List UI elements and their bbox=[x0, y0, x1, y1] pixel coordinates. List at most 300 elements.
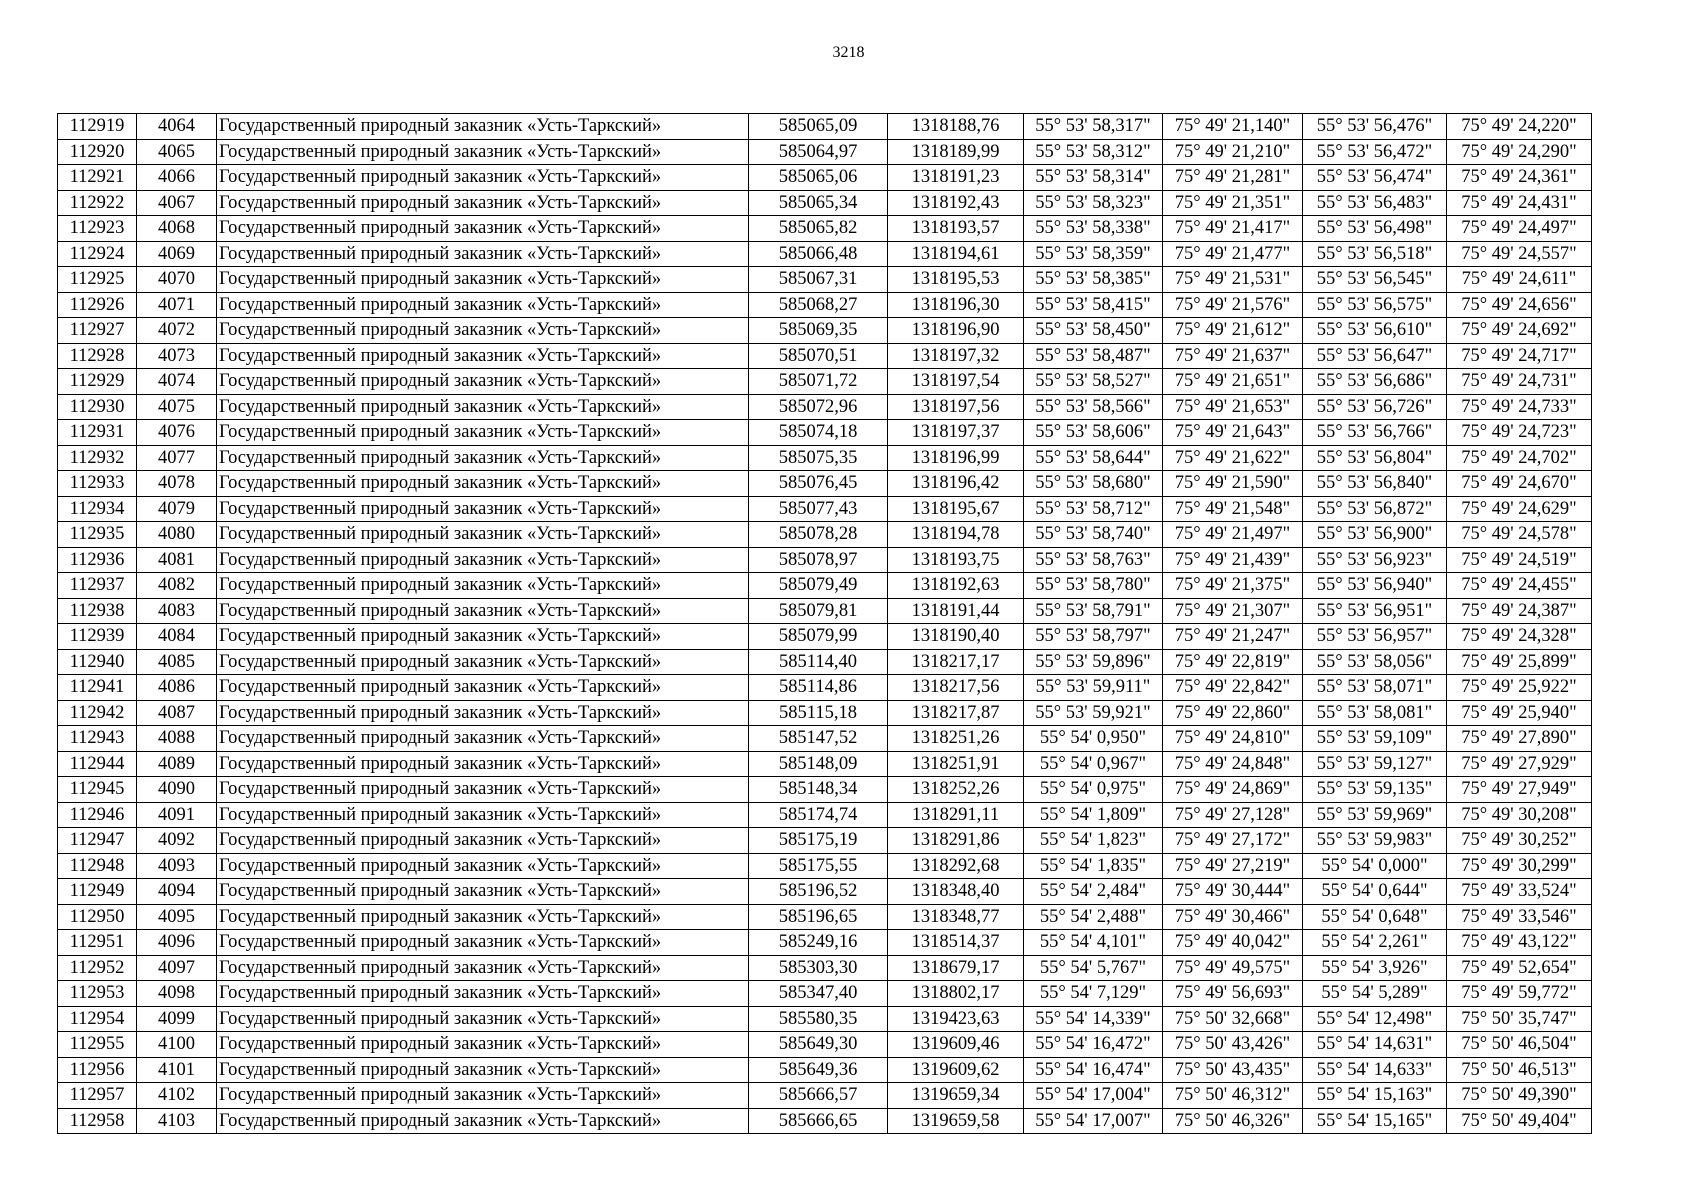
row-id-cell: 112955 bbox=[58, 1032, 137, 1058]
longitude-cell: 75° 49' 21,576" bbox=[1163, 292, 1303, 318]
longitude-2-cell: 75° 49' 24,629" bbox=[1447, 496, 1592, 522]
latitude-cell: 55° 53' 58,323" bbox=[1024, 190, 1163, 216]
table-row bbox=[58, 216, 1592, 242]
point-number-cell: 4076 bbox=[137, 420, 217, 446]
latitude-2-cell: 55° 53' 56,940" bbox=[1303, 573, 1447, 599]
longitude-2-cell: 75° 49' 24,328" bbox=[1447, 624, 1592, 650]
longitude-cell: 75° 49' 24,869" bbox=[1163, 777, 1303, 803]
latitude-cell: 55° 53' 58,606" bbox=[1024, 420, 1163, 446]
latitude-cell: 55° 53' 58,487" bbox=[1024, 343, 1163, 369]
longitude-2-cell: 75° 49' 24,692" bbox=[1447, 318, 1592, 344]
x-coordinate-cell: 585175,55 bbox=[749, 853, 888, 879]
longitude-2-cell: 75° 49' 33,546" bbox=[1447, 904, 1592, 930]
longitude-2-cell: 75° 49' 52,654" bbox=[1447, 955, 1592, 981]
longitude-2-cell: 75° 49' 43,122" bbox=[1447, 930, 1592, 956]
object-name-cell: Государственный природный заказник «Усть-Таркский» bbox=[217, 369, 749, 395]
latitude-2-cell: 55° 54' 14,631" bbox=[1303, 1032, 1447, 1058]
longitude-2-cell: 75° 49' 24,733" bbox=[1447, 394, 1592, 420]
row-id-cell: 112921 bbox=[58, 165, 137, 191]
point-number-cell: 4098 bbox=[137, 981, 217, 1007]
longitude-2-cell: 75° 49' 24,387" bbox=[1447, 598, 1592, 624]
point-number-cell: 4084 bbox=[137, 624, 217, 650]
x-coordinate-cell: 585076,45 bbox=[749, 471, 888, 497]
longitude-cell: 75° 49' 56,693" bbox=[1163, 981, 1303, 1007]
row-id-cell: 112943 bbox=[58, 726, 137, 752]
latitude-cell: 55° 53' 58,740" bbox=[1024, 522, 1163, 548]
latitude-cell: 55° 54' 1,823" bbox=[1024, 828, 1163, 854]
latitude-cell: 55° 53' 58,712" bbox=[1024, 496, 1163, 522]
longitude-2-cell: 75° 49' 24,578" bbox=[1447, 522, 1592, 548]
object-name-cell: Государственный природный заказник «Усть-Таркский» bbox=[217, 522, 749, 548]
row-id-cell: 112957 bbox=[58, 1083, 137, 1109]
point-number-cell: 4087 bbox=[137, 700, 217, 726]
point-number-cell: 4082 bbox=[137, 573, 217, 599]
table-row bbox=[58, 879, 1592, 905]
table-row bbox=[58, 139, 1592, 165]
table-row bbox=[58, 649, 1592, 675]
latitude-2-cell: 55° 54' 14,633" bbox=[1303, 1057, 1447, 1083]
latitude-2-cell: 55° 53' 56,900" bbox=[1303, 522, 1447, 548]
latitude-cell: 55° 54' 14,339" bbox=[1024, 1006, 1163, 1032]
point-number-cell: 4101 bbox=[137, 1057, 217, 1083]
table-row bbox=[58, 496, 1592, 522]
point-number-cell: 4064 bbox=[137, 114, 217, 140]
latitude-cell: 55° 54' 17,004" bbox=[1024, 1083, 1163, 1109]
table-row bbox=[58, 955, 1592, 981]
longitude-2-cell: 75° 49' 27,890" bbox=[1447, 726, 1592, 752]
row-id-cell: 112953 bbox=[58, 981, 137, 1007]
latitude-cell: 55° 54' 2,484" bbox=[1024, 879, 1163, 905]
x-coordinate-cell: 585064,97 bbox=[749, 139, 888, 165]
table-row bbox=[58, 165, 1592, 191]
point-number-cell: 4088 bbox=[137, 726, 217, 752]
longitude-2-cell: 75° 49' 30,299" bbox=[1447, 853, 1592, 879]
table-row bbox=[58, 343, 1592, 369]
row-id-cell: 112929 bbox=[58, 369, 137, 395]
longitude-2-cell: 75° 50' 46,504" bbox=[1447, 1032, 1592, 1058]
page-number: 3218 bbox=[832, 44, 865, 61]
object-name-cell: Государственный природный заказник «Усть-Таркский» bbox=[217, 777, 749, 803]
point-number-cell: 4096 bbox=[137, 930, 217, 956]
row-id-cell: 112935 bbox=[58, 522, 137, 548]
y-coordinate-cell: 1318195,53 bbox=[888, 267, 1024, 293]
latitude-cell: 55° 53' 58,450" bbox=[1024, 318, 1163, 344]
latitude-2-cell: 55° 53' 56,766" bbox=[1303, 420, 1447, 446]
point-number-cell: 4089 bbox=[137, 751, 217, 777]
longitude-cell: 75° 49' 27,128" bbox=[1163, 802, 1303, 828]
table-row bbox=[58, 471, 1592, 497]
latitude-2-cell: 55° 53' 56,474" bbox=[1303, 165, 1447, 191]
row-id-cell: 112948 bbox=[58, 853, 137, 879]
longitude-cell: 75° 49' 21,590" bbox=[1163, 471, 1303, 497]
longitude-cell: 75° 49' 21,439" bbox=[1163, 547, 1303, 573]
longitude-cell: 75° 49' 21,653" bbox=[1163, 394, 1303, 420]
point-number-cell: 4066 bbox=[137, 165, 217, 191]
latitude-2-cell: 55° 53' 56,804" bbox=[1303, 445, 1447, 471]
x-coordinate-cell: 585065,06 bbox=[749, 165, 888, 191]
latitude-cell: 55° 53' 58,359" bbox=[1024, 241, 1163, 267]
x-coordinate-cell: 585079,49 bbox=[749, 573, 888, 599]
coordinates-table bbox=[57, 113, 1592, 1134]
y-coordinate-cell: 1319609,62 bbox=[888, 1057, 1024, 1083]
x-coordinate-cell: 585666,65 bbox=[749, 1108, 888, 1134]
table-row bbox=[58, 547, 1592, 573]
x-coordinate-cell: 585666,57 bbox=[749, 1083, 888, 1109]
row-id-cell: 112942 bbox=[58, 700, 137, 726]
x-coordinate-cell: 585066,48 bbox=[749, 241, 888, 267]
y-coordinate-cell: 1318191,44 bbox=[888, 598, 1024, 624]
y-coordinate-cell: 1319423,63 bbox=[888, 1006, 1024, 1032]
point-number-cell: 4072 bbox=[137, 318, 217, 344]
y-coordinate-cell: 1318192,63 bbox=[888, 573, 1024, 599]
point-number-cell: 4080 bbox=[137, 522, 217, 548]
object-name-cell: Государственный природный заказник «Усть-Таркский» bbox=[217, 241, 749, 267]
latitude-2-cell: 55° 53' 59,109" bbox=[1303, 726, 1447, 752]
x-coordinate-cell: 585649,30 bbox=[749, 1032, 888, 1058]
point-number-cell: 4092 bbox=[137, 828, 217, 854]
longitude-cell: 75° 49' 22,842" bbox=[1163, 675, 1303, 701]
longitude-2-cell: 75° 49' 24,656" bbox=[1447, 292, 1592, 318]
longitude-cell: 75° 50' 46,312" bbox=[1163, 1083, 1303, 1109]
latitude-cell: 55° 53' 58,780" bbox=[1024, 573, 1163, 599]
y-coordinate-cell: 1318188,76 bbox=[888, 114, 1024, 140]
point-number-cell: 4075 bbox=[137, 394, 217, 420]
x-coordinate-cell: 585071,72 bbox=[749, 369, 888, 395]
latitude-cell: 55° 54' 16,474" bbox=[1024, 1057, 1163, 1083]
table-row bbox=[58, 573, 1592, 599]
object-name-cell: Государственный природный заказник «Усть-Таркский» bbox=[217, 726, 749, 752]
y-coordinate-cell: 1318193,57 bbox=[888, 216, 1024, 242]
latitude-cell: 55° 53' 58,527" bbox=[1024, 369, 1163, 395]
object-name-cell: Государственный природный заказник «Усть-Таркский» bbox=[217, 139, 749, 165]
latitude-cell: 55° 54' 1,835" bbox=[1024, 853, 1163, 879]
longitude-2-cell: 75° 49' 24,290" bbox=[1447, 139, 1592, 165]
latitude-cell: 55° 53' 58,680" bbox=[1024, 471, 1163, 497]
latitude-cell: 55° 53' 58,415" bbox=[1024, 292, 1163, 318]
x-coordinate-cell: 585148,09 bbox=[749, 751, 888, 777]
point-number-cell: 4070 bbox=[137, 267, 217, 293]
x-coordinate-cell: 585175,19 bbox=[749, 828, 888, 854]
latitude-2-cell: 55° 53' 56,957" bbox=[1303, 624, 1447, 650]
object-name-cell: Государственный природный заказник «Усть-Таркский» bbox=[217, 445, 749, 471]
y-coordinate-cell: 1318197,56 bbox=[888, 394, 1024, 420]
table-row bbox=[58, 853, 1592, 879]
y-coordinate-cell: 1318190,40 bbox=[888, 624, 1024, 650]
table-row bbox=[58, 1083, 1592, 1109]
object-name-cell: Государственный природный заказник «Усть-Таркский» bbox=[217, 1083, 749, 1109]
y-coordinate-cell: 1318292,68 bbox=[888, 853, 1024, 879]
latitude-2-cell: 55° 53' 56,840" bbox=[1303, 471, 1447, 497]
object-name-cell: Государственный природный заказник «Усть-Таркский» bbox=[217, 802, 749, 828]
table-row bbox=[58, 904, 1592, 930]
latitude-2-cell: 55° 54' 3,926" bbox=[1303, 955, 1447, 981]
x-coordinate-cell: 585580,35 bbox=[749, 1006, 888, 1032]
row-id-cell: 112920 bbox=[58, 139, 137, 165]
x-coordinate-cell: 585196,65 bbox=[749, 904, 888, 930]
latitude-cell: 55° 53' 58,312" bbox=[1024, 139, 1163, 165]
latitude-2-cell: 55° 53' 56,498" bbox=[1303, 216, 1447, 242]
point-number-cell: 4069 bbox=[137, 241, 217, 267]
x-coordinate-cell: 585067,31 bbox=[749, 267, 888, 293]
object-name-cell: Государственный природный заказник «Усть-Таркский» bbox=[217, 1006, 749, 1032]
x-coordinate-cell: 585079,99 bbox=[749, 624, 888, 650]
object-name-cell: Государственный природный заказник «Усть-Таркский» bbox=[217, 879, 749, 905]
y-coordinate-cell: 1318291,11 bbox=[888, 802, 1024, 828]
latitude-2-cell: 55° 53' 56,476" bbox=[1303, 114, 1447, 140]
longitude-cell: 75° 49' 49,575" bbox=[1163, 955, 1303, 981]
x-coordinate-cell: 585147,52 bbox=[749, 726, 888, 752]
y-coordinate-cell: 1318291,86 bbox=[888, 828, 1024, 854]
latitude-cell: 55° 53' 58,797" bbox=[1024, 624, 1163, 650]
object-name-cell: Государственный природный заказник «Усть-Таркский» bbox=[217, 1032, 749, 1058]
point-number-cell: 4099 bbox=[137, 1006, 217, 1032]
x-coordinate-cell: 585148,34 bbox=[749, 777, 888, 803]
object-name-cell: Государственный природный заказник «Усть-Таркский» bbox=[217, 1057, 749, 1083]
latitude-2-cell: 55° 53' 58,081" bbox=[1303, 700, 1447, 726]
y-coordinate-cell: 1318197,37 bbox=[888, 420, 1024, 446]
object-name-cell: Государственный природный заказник «Усть-Таркский» bbox=[217, 114, 749, 140]
latitude-cell: 55° 54' 17,007" bbox=[1024, 1108, 1163, 1134]
longitude-2-cell: 75° 49' 59,772" bbox=[1447, 981, 1592, 1007]
x-coordinate-cell: 585174,74 bbox=[749, 802, 888, 828]
table-body bbox=[58, 114, 1592, 1134]
latitude-2-cell: 55° 54' 0,648" bbox=[1303, 904, 1447, 930]
object-name-cell: Государственный природный заказник «Усть-Таркский» bbox=[217, 165, 749, 191]
point-number-cell: 4090 bbox=[137, 777, 217, 803]
y-coordinate-cell: 1318217,56 bbox=[888, 675, 1024, 701]
latitude-2-cell: 55° 53' 56,726" bbox=[1303, 394, 1447, 420]
row-id-cell: 112936 bbox=[58, 547, 137, 573]
longitude-2-cell: 75° 49' 24,702" bbox=[1447, 445, 1592, 471]
latitude-2-cell: 55° 54' 0,644" bbox=[1303, 879, 1447, 905]
x-coordinate-cell: 585065,09 bbox=[749, 114, 888, 140]
latitude-2-cell: 55° 53' 56,686" bbox=[1303, 369, 1447, 395]
row-id-cell: 112940 bbox=[58, 649, 137, 675]
x-coordinate-cell: 585075,35 bbox=[749, 445, 888, 471]
longitude-cell: 75° 49' 22,860" bbox=[1163, 700, 1303, 726]
object-name-cell: Государственный природный заказник «Усть-Таркский» bbox=[217, 675, 749, 701]
y-coordinate-cell: 1318197,32 bbox=[888, 343, 1024, 369]
row-id-cell: 112947 bbox=[58, 828, 137, 854]
longitude-cell: 75° 49' 21,548" bbox=[1163, 496, 1303, 522]
object-name-cell: Государственный природный заказник «Усть-Таркский» bbox=[217, 292, 749, 318]
object-name-cell: Государственный природный заказник «Усть-Таркский» bbox=[217, 496, 749, 522]
latitude-cell: 55° 53' 58,314" bbox=[1024, 165, 1163, 191]
table-row bbox=[58, 369, 1592, 395]
object-name-cell: Государственный природный заказник «Усть-Таркский» bbox=[217, 981, 749, 1007]
longitude-cell: 75° 49' 22,819" bbox=[1163, 649, 1303, 675]
latitude-2-cell: 55° 53' 56,647" bbox=[1303, 343, 1447, 369]
x-coordinate-cell: 585065,82 bbox=[749, 216, 888, 242]
longitude-2-cell: 75° 49' 24,455" bbox=[1447, 573, 1592, 599]
longitude-cell: 75° 49' 21,643" bbox=[1163, 420, 1303, 446]
latitude-2-cell: 55° 53' 56,610" bbox=[1303, 318, 1447, 344]
row-id-cell: 112941 bbox=[58, 675, 137, 701]
object-name-cell: Государственный природный заказник «Усть-Таркский» bbox=[217, 547, 749, 573]
object-name-cell: Государственный природный заказник «Усть-Таркский» bbox=[217, 955, 749, 981]
y-coordinate-cell: 1318193,75 bbox=[888, 547, 1024, 573]
point-number-cell: 4077 bbox=[137, 445, 217, 471]
x-coordinate-cell: 585074,18 bbox=[749, 420, 888, 446]
y-coordinate-cell: 1318251,91 bbox=[888, 751, 1024, 777]
latitude-cell: 55° 53' 59,896" bbox=[1024, 649, 1163, 675]
point-number-cell: 4071 bbox=[137, 292, 217, 318]
x-coordinate-cell: 585078,97 bbox=[749, 547, 888, 573]
table-row bbox=[58, 522, 1592, 548]
object-name-cell: Государственный природный заказник «Усть-Таркский» bbox=[217, 598, 749, 624]
y-coordinate-cell: 1319659,34 bbox=[888, 1083, 1024, 1109]
point-number-cell: 4103 bbox=[137, 1108, 217, 1134]
x-coordinate-cell: 585068,27 bbox=[749, 292, 888, 318]
object-name-cell: Государственный природный заказник «Усть-Таркский» bbox=[217, 904, 749, 930]
latitude-cell: 55° 53' 58,791" bbox=[1024, 598, 1163, 624]
longitude-cell: 75° 49' 21,622" bbox=[1163, 445, 1303, 471]
y-coordinate-cell: 1318196,99 bbox=[888, 445, 1024, 471]
y-coordinate-cell: 1319659,58 bbox=[888, 1108, 1024, 1134]
table-row bbox=[58, 241, 1592, 267]
longitude-2-cell: 75° 49' 24,723" bbox=[1447, 420, 1592, 446]
object-name-cell: Государственный природный заказник «Усть-Таркский» bbox=[217, 420, 749, 446]
object-name-cell: Государственный природный заказник «Усть-Таркский» bbox=[217, 318, 749, 344]
latitude-2-cell: 55° 53' 56,545" bbox=[1303, 267, 1447, 293]
y-coordinate-cell: 1318196,30 bbox=[888, 292, 1024, 318]
object-name-cell: Государственный природный заказник «Усть-Таркский» bbox=[217, 828, 749, 854]
row-id-cell: 112934 bbox=[58, 496, 137, 522]
row-id-cell: 112926 bbox=[58, 292, 137, 318]
table-row bbox=[58, 292, 1592, 318]
longitude-2-cell: 75° 49' 24,717" bbox=[1447, 343, 1592, 369]
point-number-cell: 4091 bbox=[137, 802, 217, 828]
object-name-cell: Государственный природный заказник «Усть-Таркский» bbox=[217, 700, 749, 726]
latitude-2-cell: 55° 53' 58,071" bbox=[1303, 675, 1447, 701]
table-row bbox=[58, 802, 1592, 828]
longitude-2-cell: 75° 49' 24,557" bbox=[1447, 241, 1592, 267]
object-name-cell: Государственный природный заказник «Усть-Таркский» bbox=[217, 190, 749, 216]
row-id-cell: 112945 bbox=[58, 777, 137, 803]
longitude-2-cell: 75° 49' 27,949" bbox=[1447, 777, 1592, 803]
object-name-cell: Государственный природный заказник «Усть-Таркский» bbox=[217, 751, 749, 777]
table-row bbox=[58, 114, 1592, 140]
object-name-cell: Государственный природный заказник «Усть-Таркский» bbox=[217, 343, 749, 369]
x-coordinate-cell: 585078,28 bbox=[749, 522, 888, 548]
longitude-cell: 75° 49' 21,637" bbox=[1163, 343, 1303, 369]
longitude-cell: 75° 49' 21,210" bbox=[1163, 139, 1303, 165]
longitude-2-cell: 75° 49' 25,922" bbox=[1447, 675, 1592, 701]
longitude-cell: 75° 49' 21,351" bbox=[1163, 190, 1303, 216]
y-coordinate-cell: 1318191,23 bbox=[888, 165, 1024, 191]
longitude-cell: 75° 49' 30,444" bbox=[1163, 879, 1303, 905]
x-coordinate-cell: 585065,34 bbox=[749, 190, 888, 216]
x-coordinate-cell: 585077,43 bbox=[749, 496, 888, 522]
latitude-2-cell: 55° 54' 15,165" bbox=[1303, 1108, 1447, 1134]
longitude-2-cell: 75° 49' 24,497" bbox=[1447, 216, 1592, 242]
row-id-cell: 112949 bbox=[58, 879, 137, 905]
longitude-2-cell: 75° 49' 25,899" bbox=[1447, 649, 1592, 675]
object-name-cell: Государственный природный заказник «Усть-Таркский» bbox=[217, 394, 749, 420]
x-coordinate-cell: 585079,81 bbox=[749, 598, 888, 624]
y-coordinate-cell: 1318194,61 bbox=[888, 241, 1024, 267]
latitude-2-cell: 55° 53' 59,127" bbox=[1303, 751, 1447, 777]
latitude-2-cell: 55° 53' 56,518" bbox=[1303, 241, 1447, 267]
row-id-cell: 112946 bbox=[58, 802, 137, 828]
latitude-cell: 55° 53' 59,921" bbox=[1024, 700, 1163, 726]
x-coordinate-cell: 585649,36 bbox=[749, 1057, 888, 1083]
y-coordinate-cell: 1318802,17 bbox=[888, 981, 1024, 1007]
row-id-cell: 112956 bbox=[58, 1057, 137, 1083]
latitude-2-cell: 55° 53' 59,135" bbox=[1303, 777, 1447, 803]
longitude-cell: 75° 50' 32,668" bbox=[1163, 1006, 1303, 1032]
table-row bbox=[58, 1032, 1592, 1058]
latitude-cell: 55° 54' 2,488" bbox=[1024, 904, 1163, 930]
x-coordinate-cell: 585114,86 bbox=[749, 675, 888, 701]
longitude-cell: 75° 49' 21,477" bbox=[1163, 241, 1303, 267]
longitude-2-cell: 75° 49' 24,670" bbox=[1447, 471, 1592, 497]
object-name-cell: Государственный природный заказник «Усть-Таркский» bbox=[217, 930, 749, 956]
latitude-2-cell: 55° 53' 56,483" bbox=[1303, 190, 1447, 216]
longitude-2-cell: 75° 50' 35,747" bbox=[1447, 1006, 1592, 1032]
x-coordinate-cell: 585070,51 bbox=[749, 343, 888, 369]
latitude-2-cell: 55° 54' 12,498" bbox=[1303, 1006, 1447, 1032]
longitude-cell: 75° 49' 21,375" bbox=[1163, 573, 1303, 599]
latitude-cell: 55° 53' 58,566" bbox=[1024, 394, 1163, 420]
longitude-2-cell: 75° 49' 27,929" bbox=[1447, 751, 1592, 777]
longitude-2-cell: 75° 50' 49,390" bbox=[1447, 1083, 1592, 1109]
row-id-cell: 112928 bbox=[58, 343, 137, 369]
y-coordinate-cell: 1318194,78 bbox=[888, 522, 1024, 548]
longitude-cell: 75° 49' 24,848" bbox=[1163, 751, 1303, 777]
latitude-2-cell: 55° 53' 56,872" bbox=[1303, 496, 1447, 522]
latitude-2-cell: 55° 54' 5,289" bbox=[1303, 981, 1447, 1007]
y-coordinate-cell: 1318251,26 bbox=[888, 726, 1024, 752]
table-row bbox=[58, 828, 1592, 854]
point-number-cell: 4073 bbox=[137, 343, 217, 369]
object-name-cell: Государственный природный заказник «Усть-Таркский» bbox=[217, 216, 749, 242]
longitude-2-cell: 75° 49' 24,611" bbox=[1447, 267, 1592, 293]
longitude-cell: 75° 49' 21,531" bbox=[1163, 267, 1303, 293]
table-row bbox=[58, 420, 1592, 446]
y-coordinate-cell: 1318192,43 bbox=[888, 190, 1024, 216]
latitude-cell: 55° 54' 16,472" bbox=[1024, 1032, 1163, 1058]
latitude-cell: 55° 53' 58,644" bbox=[1024, 445, 1163, 471]
object-name-cell: Государственный природный заказник «Усть-Таркский» bbox=[217, 624, 749, 650]
latitude-cell: 55° 54' 0,950" bbox=[1024, 726, 1163, 752]
x-coordinate-cell: 585196,52 bbox=[749, 879, 888, 905]
longitude-2-cell: 75° 49' 24,731" bbox=[1447, 369, 1592, 395]
point-number-cell: 4081 bbox=[137, 547, 217, 573]
y-coordinate-cell: 1318348,77 bbox=[888, 904, 1024, 930]
longitude-cell: 75° 49' 27,219" bbox=[1163, 853, 1303, 879]
point-number-cell: 4079 bbox=[137, 496, 217, 522]
longitude-2-cell: 75° 49' 25,940" bbox=[1447, 700, 1592, 726]
point-number-cell: 4097 bbox=[137, 955, 217, 981]
table-row bbox=[58, 700, 1592, 726]
point-number-cell: 4095 bbox=[137, 904, 217, 930]
latitude-2-cell: 55° 53' 59,969" bbox=[1303, 802, 1447, 828]
row-id-cell: 112931 bbox=[58, 420, 137, 446]
longitude-2-cell: 75° 49' 24,361" bbox=[1447, 165, 1592, 191]
object-name-cell: Государственный природный заказник «Усть-Таркский» bbox=[217, 853, 749, 879]
longitude-cell: 75° 49' 21,247" bbox=[1163, 624, 1303, 650]
row-id-cell: 112944 bbox=[58, 751, 137, 777]
table-row bbox=[58, 726, 1592, 752]
y-coordinate-cell: 1318195,67 bbox=[888, 496, 1024, 522]
row-id-cell: 112930 bbox=[58, 394, 137, 420]
latitude-cell: 55° 53' 58,317" bbox=[1024, 114, 1163, 140]
y-coordinate-cell: 1318197,54 bbox=[888, 369, 1024, 395]
object-name-cell: Государственный природный заказник «Усть-Таркский» bbox=[217, 573, 749, 599]
point-number-cell: 4100 bbox=[137, 1032, 217, 1058]
latitude-cell: 55° 54' 7,129" bbox=[1024, 981, 1163, 1007]
